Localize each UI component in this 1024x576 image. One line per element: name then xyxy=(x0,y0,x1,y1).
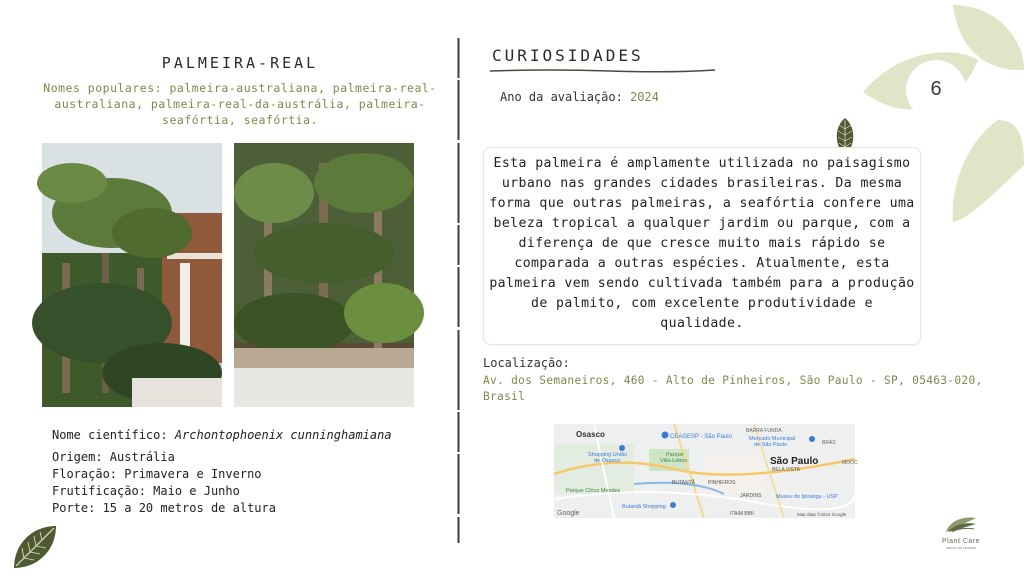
map-label: de Osasco xyxy=(594,458,621,464)
evaluation-year: Ano da avaliação: 2024 xyxy=(500,90,659,104)
logo-name: Plant Care xyxy=(941,538,981,545)
popular-names: Nomes populares: palmeira-australiana, palmeira-real-australiana, palmeira-real-da-austrália, palmeira-seafórtia, seafórtia. xyxy=(43,81,437,127)
origin: Origem: Austrália xyxy=(52,450,175,464)
map-pin-icon xyxy=(619,445,625,451)
title-underline xyxy=(490,68,715,74)
plant-photo-2 xyxy=(234,143,414,407)
fruiting: Frutificação: Maio e Junho xyxy=(52,484,240,498)
plant-care-logo xyxy=(931,514,991,550)
map-label: Museu do Ipiranga - USP xyxy=(776,494,838,500)
map-label: MOOC xyxy=(842,460,858,466)
google-logo: Google xyxy=(557,510,580,517)
map-label: BELA VISTA xyxy=(772,467,800,473)
location-map[interactable] xyxy=(554,424,858,518)
location-address: Av. dos Semaneiros, 460 - Alto de Pinheiros, São Paulo - SP, 05463-020, Brasil xyxy=(483,374,983,403)
plant-facts xyxy=(52,449,276,517)
map-label: CEAGESP - São Paulo xyxy=(670,434,732,440)
column-divider xyxy=(457,38,460,543)
description-text: Esta palmeira é amplamente utilizada no paisagismo urbano nas grandes cidades brasileiras. Da mesma forma que outras palmeiras, a seafórtia confere uma beleza tropical a qualquer jardim ou parque, com a diferença de que cresce muito mais rápido se comparada a outras espécies. Atualmente, esta palmeira vem sendo cultivada também para a produção de palmito, com excelente produtividade e qualidade. xyxy=(489,156,915,331)
map-pin-icon xyxy=(662,432,669,439)
leaf-icon xyxy=(10,522,60,572)
scientific-name-value: Archontophoenix cunninghamiana xyxy=(174,428,392,442)
page-number: 6 xyxy=(930,78,942,100)
plant-title: PALMEIRA-REAL xyxy=(161,54,319,72)
section-title: CURIOSIDADES xyxy=(492,46,644,65)
year-value: 2024 xyxy=(630,90,659,104)
map-label: Villa-Lobos xyxy=(660,458,688,464)
map-pin-icon xyxy=(670,502,676,508)
location-label: Localização: xyxy=(483,356,570,370)
map-label: Butantã Shopping xyxy=(622,504,666,510)
map-label: BUTANTÃ xyxy=(672,480,695,486)
map-label: Parque Chico Mendes xyxy=(566,488,621,494)
map-label: BARRA FUNDA xyxy=(746,428,782,434)
map-label: de São Paulo xyxy=(754,442,788,448)
map-label: Osasco xyxy=(576,430,605,439)
map-label: São Paulo xyxy=(770,456,819,467)
plant-photo-1 xyxy=(42,143,222,407)
map-label: JARDINS xyxy=(740,493,762,499)
map-pin-icon xyxy=(809,436,815,442)
logo-tagline: saúde de plantas xyxy=(945,545,977,550)
map-label: Shopping União xyxy=(588,452,628,458)
map-label: PINHEIROS xyxy=(708,480,736,486)
map-label: ITAIM BIBI xyxy=(730,511,754,517)
map-attribution: Map data ©2024 Google xyxy=(797,512,847,517)
map-label: Mercado Municipal xyxy=(749,436,796,442)
map-label: BRÁS xyxy=(822,440,836,446)
plant-care-logo-mark xyxy=(944,514,978,534)
flowering: Floração: Primavera e Inverno xyxy=(52,467,262,481)
map-label: Parque xyxy=(666,452,684,458)
scientific-name: Nome científico: Archontophoenix cunninghamiana xyxy=(52,428,392,442)
size: Porte: 15 a 20 metros de altura xyxy=(52,501,276,515)
